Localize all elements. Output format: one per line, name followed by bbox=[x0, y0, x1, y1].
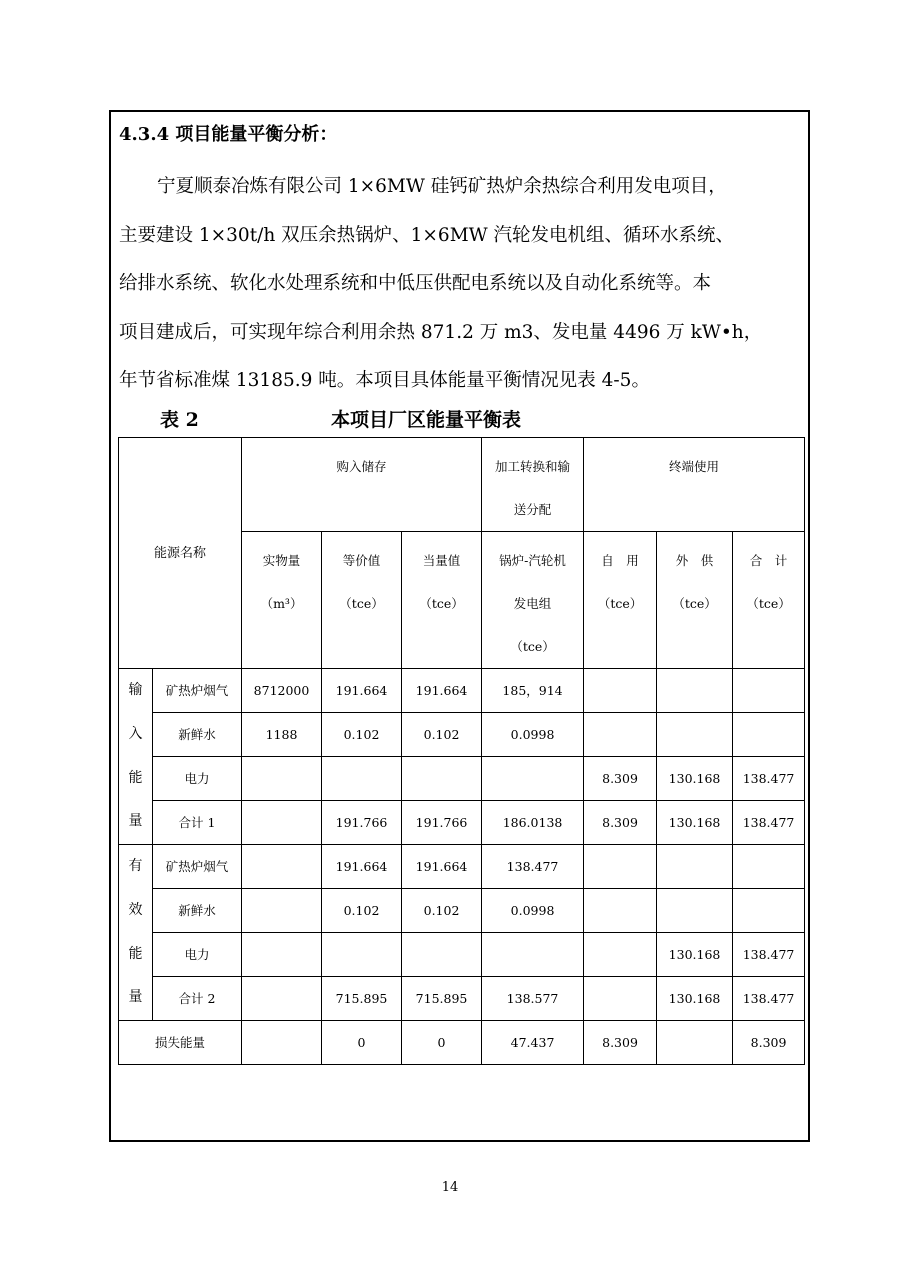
cell-equivalent: 191.766 bbox=[322, 801, 402, 845]
cell-total bbox=[733, 669, 805, 713]
group-label-effective bbox=[119, 845, 153, 1021]
row-name: 新鲜水 bbox=[153, 889, 242, 933]
paragraph-line-2: 主要建设 1×30t/h 双压余热锅炉、1×6MW 汽轮发电机组、循环水系统、 bbox=[119, 224, 735, 246]
header-self-use bbox=[584, 532, 657, 669]
header-equivalent-line-2: （tce） bbox=[339, 596, 384, 611]
cell-boiler bbox=[482, 933, 584, 977]
cell-self-use: 8.309 bbox=[584, 1021, 657, 1065]
cell-external: 130.168 bbox=[657, 801, 733, 845]
cell-total: 8.309 bbox=[733, 1021, 805, 1065]
cell-equivalent: 0 bbox=[322, 1021, 402, 1065]
header-boiler-line-2: 发电组 bbox=[513, 596, 552, 611]
cell-as-measured: 191.664 bbox=[402, 845, 482, 889]
cell-external: 130.168 bbox=[657, 757, 733, 801]
cell-as-measured: 0.102 bbox=[402, 713, 482, 757]
row-name: 电力 bbox=[153, 933, 242, 977]
cell-self-use bbox=[584, 977, 657, 1021]
cell-external: 130.168 bbox=[657, 933, 733, 977]
header-equivalent bbox=[322, 532, 402, 669]
header-physical-line-1: 实物量 bbox=[262, 553, 301, 568]
cell-total: 138.477 bbox=[733, 933, 805, 977]
cell-physical: 8712000 bbox=[242, 669, 322, 713]
row-name: 合计 1 bbox=[153, 801, 242, 845]
cell-equivalent: 191.664 bbox=[322, 669, 402, 713]
header-boiler-line-3: （tce） bbox=[510, 639, 555, 654]
cell-boiler: 0.0998 bbox=[482, 713, 584, 757]
group-label-input-char: 量 bbox=[128, 813, 143, 830]
cell-external bbox=[657, 669, 733, 713]
cell-external bbox=[657, 1021, 733, 1065]
cell-as-measured: 191.766 bbox=[402, 801, 482, 845]
cell-physical bbox=[242, 889, 322, 933]
row-name: 矿热炉烟气 bbox=[153, 845, 242, 889]
group-label-effective-char: 有 bbox=[128, 858, 143, 875]
header-physical-line-2: （m³） bbox=[260, 596, 303, 611]
cell-external bbox=[657, 845, 733, 889]
group-label-input-char: 输 bbox=[128, 682, 143, 699]
page-number: 14 bbox=[441, 1180, 459, 1195]
cell-self-use bbox=[584, 713, 657, 757]
header-external bbox=[657, 532, 733, 669]
cell-physical bbox=[242, 801, 322, 845]
header-terminal: 终端使用 bbox=[584, 438, 805, 532]
header-total-line-2: （tce） bbox=[746, 596, 791, 611]
cell-boiler: 47.437 bbox=[482, 1021, 584, 1065]
table-caption-number: 表 2 bbox=[160, 409, 199, 431]
cell-physical: 1188 bbox=[242, 713, 322, 757]
cell-self-use: 8.309 bbox=[584, 801, 657, 845]
cell-as-measured bbox=[402, 757, 482, 801]
cell-self-use bbox=[584, 669, 657, 713]
row-name: 矿热炉烟气 bbox=[153, 669, 242, 713]
header-conversion bbox=[482, 438, 584, 532]
cell-total: 138.477 bbox=[733, 977, 805, 1021]
row-name: 合计 2 bbox=[153, 977, 242, 1021]
cell-as-measured: 0 bbox=[402, 1021, 482, 1065]
cell-self-use bbox=[584, 889, 657, 933]
group-label-input-char: 入 bbox=[128, 725, 143, 742]
group-label-effective-char: 能 bbox=[128, 945, 143, 962]
cell-boiler: 185，914 bbox=[482, 669, 584, 713]
cell-external bbox=[657, 889, 733, 933]
header-purchase: 购入储存 bbox=[242, 438, 482, 532]
header-total-line-1: 合 计 bbox=[749, 553, 788, 568]
cell-equivalent bbox=[322, 757, 402, 801]
cell-equivalent: 191.664 bbox=[322, 845, 402, 889]
cell-physical bbox=[242, 845, 322, 889]
header-self-use-line-1: 自 用 bbox=[601, 553, 639, 568]
cell-total: 138.477 bbox=[733, 757, 805, 801]
cell-physical bbox=[242, 1021, 322, 1065]
cell-boiler: 0.0998 bbox=[482, 889, 584, 933]
cell-total bbox=[733, 845, 805, 889]
group-label-effective-char: 量 bbox=[128, 989, 143, 1006]
paragraph-line-5: 年节省标准煤 13185.9 吨。本项目具体能量平衡情况见表 4-5。 bbox=[119, 370, 650, 391]
cell-self-use bbox=[584, 845, 657, 889]
cell-as-measured: 191.664 bbox=[402, 669, 482, 713]
header-external-line-1: 外 供 bbox=[675, 553, 714, 568]
header-self-use-line-2: （tce） bbox=[597, 596, 643, 611]
header-boiler bbox=[482, 532, 584, 669]
cell-external: 130.168 bbox=[657, 977, 733, 1021]
header-external-line-2: （tce） bbox=[672, 596, 717, 611]
cell-as-measured: 0.102 bbox=[402, 889, 482, 933]
header-boiler-line-1: 锅炉-汽轮机 bbox=[499, 553, 566, 568]
cell-total bbox=[733, 889, 805, 933]
cell-physical bbox=[242, 757, 322, 801]
cell-equivalent: 0.102 bbox=[322, 889, 402, 933]
cell-total: 138.477 bbox=[733, 801, 805, 845]
paragraph-line-3: 给排水系统、软化水处理系统和中低压供配电系统以及自动化系统等。本 bbox=[119, 273, 712, 294]
cell-total bbox=[733, 713, 805, 757]
header-total bbox=[733, 532, 805, 669]
header-as-measured bbox=[402, 532, 482, 669]
header-energy-name: 能源名称 bbox=[119, 438, 242, 669]
header-as-measured-line-2: （tce） bbox=[419, 596, 464, 611]
group-label-effective-char: 效 bbox=[128, 901, 143, 918]
cell-self-use bbox=[584, 933, 657, 977]
header-conversion-line-1: 加工转换和输 bbox=[495, 459, 571, 474]
cell-physical bbox=[242, 977, 322, 1021]
row-name: 电力 bbox=[153, 757, 242, 801]
header-as-measured-line-1: 当量值 bbox=[422, 553, 461, 568]
cell-boiler: 138.577 bbox=[482, 977, 584, 1021]
cell-as-measured: 715.895 bbox=[402, 977, 482, 1021]
header-equivalent-line-1: 等价值 bbox=[342, 553, 381, 568]
group-label-input-char: 能 bbox=[128, 769, 143, 786]
paragraph-line-4: 项目建成后，可实现年综合利用余热 871.2 万 m3、发电量 4496 万 kW•h， bbox=[119, 321, 763, 343]
header-physical bbox=[242, 532, 322, 669]
group-label-input bbox=[119, 669, 153, 845]
row-name-loss: 损失能量 bbox=[119, 1021, 242, 1065]
cell-equivalent: 0.102 bbox=[322, 713, 402, 757]
cell-boiler bbox=[482, 757, 584, 801]
paragraph-line-1: 宁夏顺泰冶炼有限公司 1×6MW 硅钙矿热炉余热综合利用发电项目， bbox=[157, 176, 727, 197]
cell-equivalent bbox=[322, 933, 402, 977]
section-heading: 4.3.4 项目能量平衡分析： bbox=[119, 124, 338, 145]
body-paragraph bbox=[119, 163, 803, 406]
cell-external bbox=[657, 713, 733, 757]
cell-physical bbox=[242, 933, 322, 977]
cell-equivalent: 715.895 bbox=[322, 977, 402, 1021]
header-conversion-line-2: 送分配 bbox=[513, 502, 552, 517]
energy-balance-table bbox=[118, 437, 805, 1065]
cell-boiler: 138.477 bbox=[482, 845, 584, 889]
cell-as-measured bbox=[402, 933, 482, 977]
row-name: 新鲜水 bbox=[153, 713, 242, 757]
cell-boiler: 186.0138 bbox=[482, 801, 584, 845]
cell-self-use: 8.309 bbox=[584, 757, 657, 801]
table-caption-title: 本项目厂区能量平衡表 bbox=[331, 409, 522, 431]
